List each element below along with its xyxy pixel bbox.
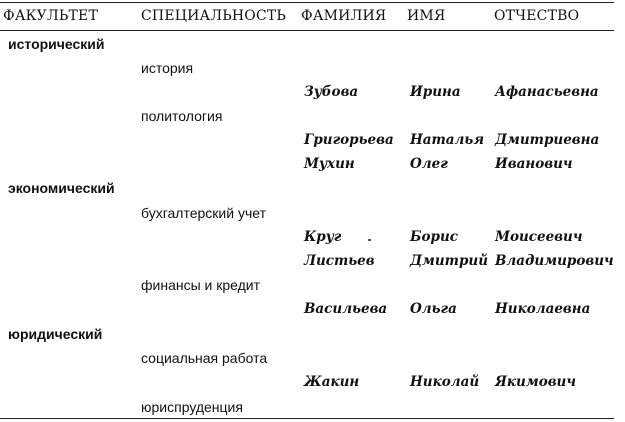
first-name-cell: Дмитрий	[410, 253, 489, 269]
patronymic-cell: Моисеевич	[495, 229, 583, 245]
first-name-cell: Ирина	[410, 84, 461, 100]
header-patronymic: ОТЧЕСТВО	[494, 8, 580, 24]
table-row	[0, 253, 614, 273]
surname-cell: Круг	[304, 229, 342, 245]
specialty-history: история	[141, 60, 194, 76]
first-name-cell: Ольга	[410, 301, 457, 317]
surname-cell: Григорьева	[304, 132, 394, 148]
print-speck	[368, 239, 371, 241]
surname-cell: Листьев	[304, 253, 375, 269]
faculty-economics: экономический	[8, 180, 115, 196]
faculty-law: юридический	[8, 326, 103, 342]
patronymic-cell: Якимович	[495, 374, 577, 390]
patronymic-cell: Афанасьевна	[495, 84, 599, 100]
first-name-cell: Борис	[410, 229, 459, 245]
first-name-cell: Николай	[410, 374, 480, 390]
surname-cell: Зубова	[304, 84, 359, 100]
patronymic-cell: Иванович	[495, 156, 573, 172]
specialty-jurisprudence: юриспруденция	[141, 399, 243, 415]
table-row	[0, 132, 614, 152]
table-row	[0, 301, 614, 321]
specialty-political-science: политология	[141, 108, 223, 124]
header-faculty: ФАКУЛЬТЕТ	[3, 8, 98, 24]
faculty-history: исторический	[8, 36, 105, 52]
table-row	[0, 374, 614, 394]
patronymic-cell: Дмитриевна	[495, 132, 600, 148]
specialty-accounting: бухгалтерский учет	[141, 205, 266, 221]
header-first-name: ИМЯ	[407, 8, 446, 24]
surname-cell: Васильева	[304, 301, 388, 317]
header-specialty: СПЕЦИАЛЬНОСТЬ	[141, 8, 287, 24]
surname-cell: Жакин	[304, 374, 360, 390]
surname-cell: Мухин	[304, 156, 355, 172]
patronymic-cell: Николаевна	[495, 301, 591, 317]
table-row	[0, 156, 614, 176]
first-name-cell: Наталья	[410, 132, 485, 148]
first-name-cell: Олег	[410, 156, 448, 172]
specialty-social-work: социальная работа	[141, 350, 268, 366]
patronymic-cell: Владимирович	[495, 253, 614, 269]
bottom-rule	[0, 418, 614, 419]
table-row	[0, 229, 614, 249]
top-rule	[0, 2, 614, 3]
table-row	[0, 84, 614, 104]
header-surname: ФАМИЛИЯ	[301, 8, 387, 24]
specialty-finance-credit: финансы и кредит	[141, 277, 261, 293]
header-rule	[0, 30, 614, 31]
